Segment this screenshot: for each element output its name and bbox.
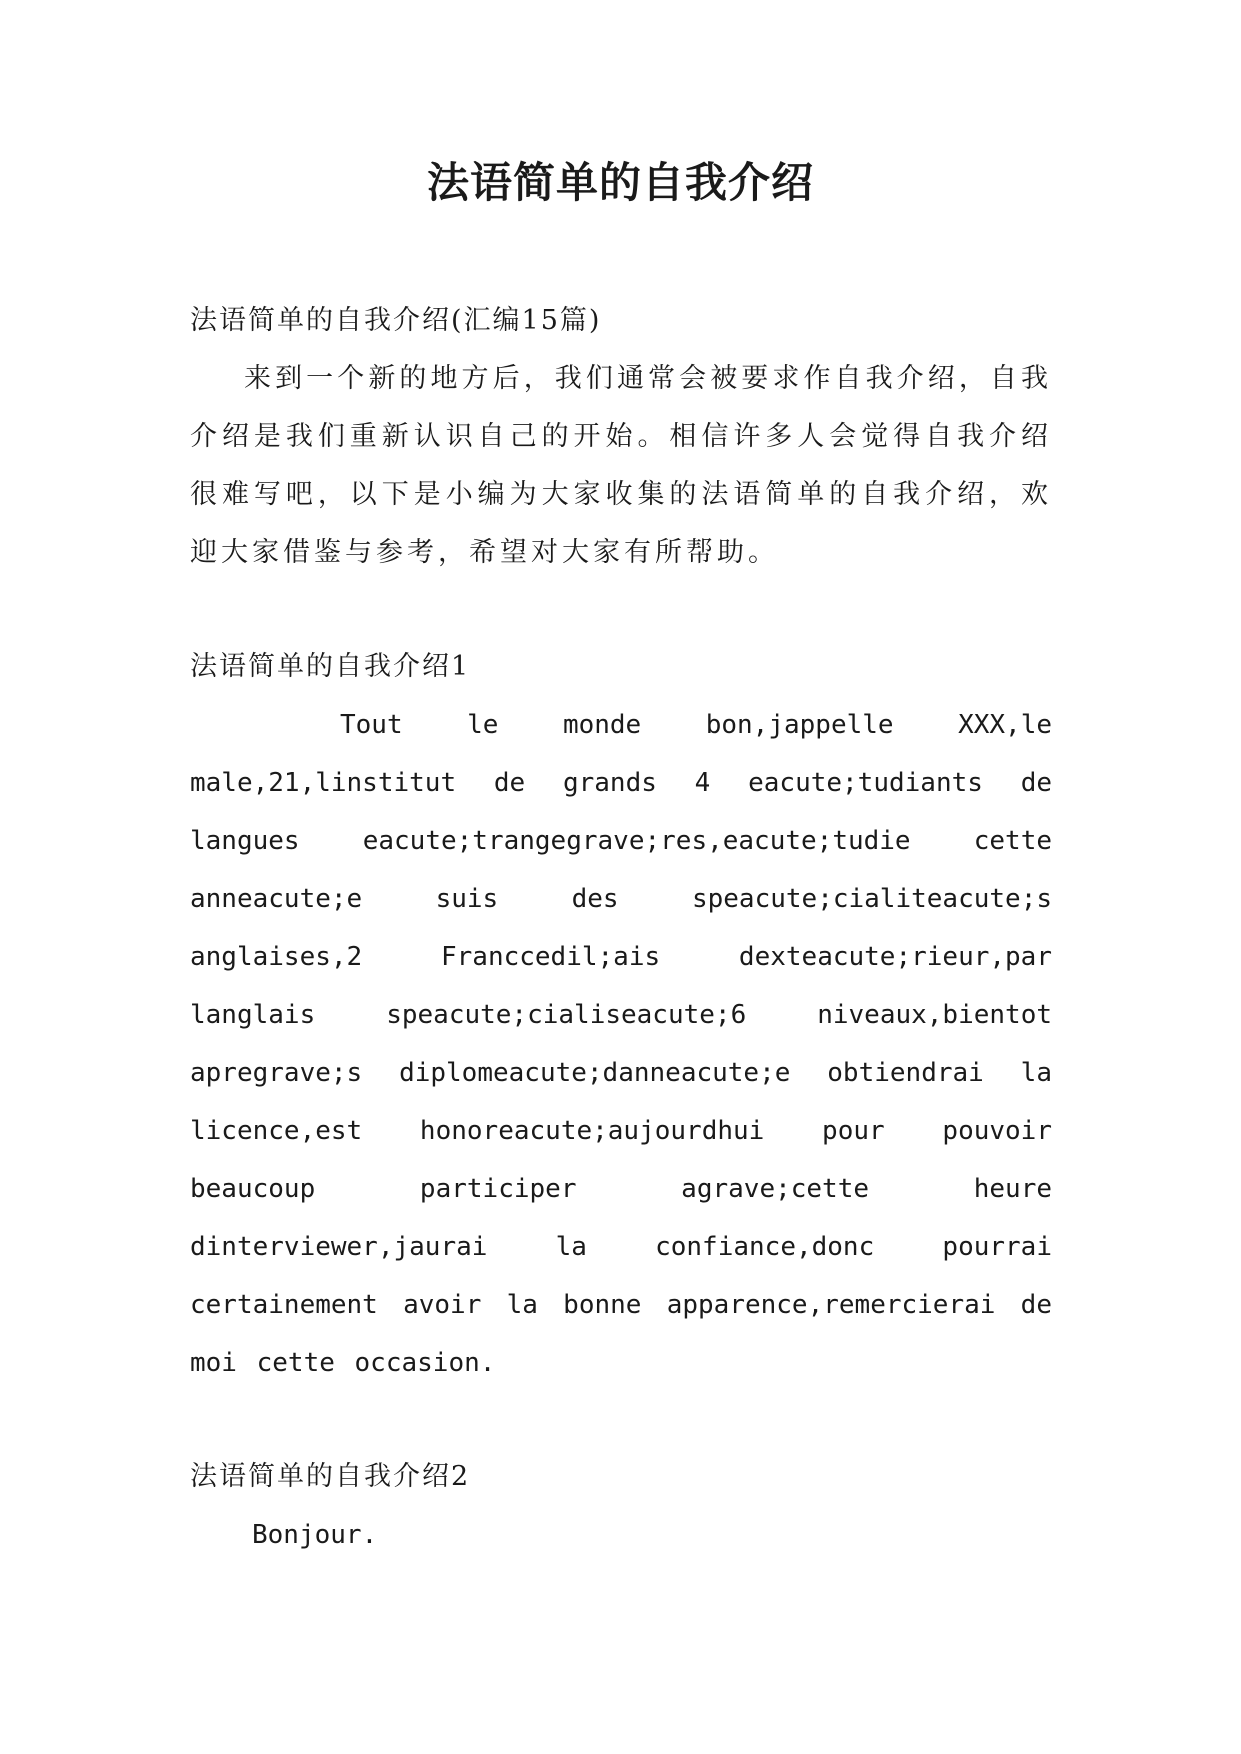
section-heading-1: 法语简单的自我介绍1	[190, 651, 471, 682]
document-subtitle: 法语简单的自我介绍(汇编15篇)	[190, 305, 602, 336]
document-title: 法语简单的自我介绍	[426, 158, 814, 207]
intro-paragraph: 来到一个新的地方后，我们通常会被要求作自我介绍，自我介绍是我们重新认识自己的开始。相信许多人会觉得自我介绍很难写吧，以下是小编为大家收集的法语简单的自我介绍，欢迎大家借鉴与参考，希望对大家有所帮助。	[190, 363, 1052, 568]
section-body-1: Tout le monde bon,jappelle XXX,le male,21,linstitut de grands 4 eacute;tudiants de langues eacute;trangegrave;res,eacute;tudie cette anneacute;e suis des speacute;cialiteacute;s anglaises,2 Franccedil;ais dexteacute;rieur,par langlais speacute;cialiseacute;6 niveaux,bientot apregrave;s diplomeacute;danneacute;e obtiendrai la licence,est honoreacute;aujourdhui pour pouvoir beaucoup participer agrave;cette heure dinterviewer,jaurai la confiance,donc pourrai certainement avoir la bonne apparence,remercierai de moi cette occasion.	[190, 710, 1052, 1378]
section-body-2: Bonjour.	[252, 1520, 378, 1550]
section-heading-2: 法语简单的自我介绍2	[190, 1461, 471, 1492]
document-body	[190, 292, 1052, 1564]
